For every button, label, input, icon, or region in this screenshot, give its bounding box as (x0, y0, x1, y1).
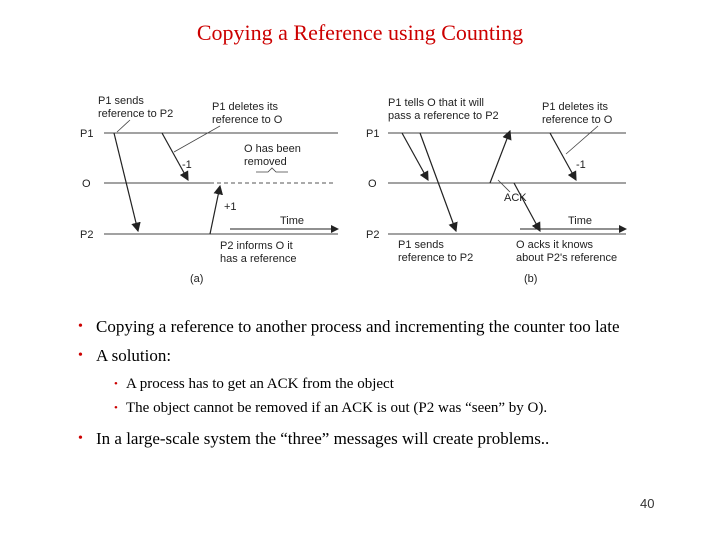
sub-bullet-dot-icon: • (114, 378, 118, 390)
bullet-item (78, 345, 678, 366)
panel-a-sends-label-line2: reference to P2 (98, 108, 174, 120)
panel-a-o-label: O (82, 178, 91, 190)
panel-b-p1-label: P1 (366, 128, 380, 140)
panel-a-informs-label-line2: has a reference (220, 253, 297, 265)
bullet-text: Copying a reference to another process and incrementing the counter too late (96, 317, 620, 336)
panel-a (80, 95, 338, 285)
panel-b-time-label: Time (568, 215, 593, 227)
sub-bullet-text: A process has to get an ACK from the object (126, 376, 394, 392)
panel-b-o-label: O (368, 178, 377, 190)
sub-bullet-text: The object cannot be removed if an ACK is out (P2 was “seen” by O). (126, 400, 548, 416)
panel-a-sends-label-line1: P1 sends (98, 95, 144, 107)
panel-b-deletes-pointer (566, 126, 598, 154)
bullet-list (78, 316, 678, 457)
panel-a-plus-one: +1 (224, 201, 237, 213)
sub-bullet-dot-icon: • (114, 402, 118, 414)
panel-b-sends-label-line2: reference to P2 (398, 252, 474, 264)
panel-b-ack-arrow (490, 131, 510, 183)
panel-b-deletes-label-line1: P1 deletes its (542, 101, 609, 113)
panel-b-delete-reference-arrow (550, 133, 576, 180)
panel-a-removed-brace (256, 168, 288, 172)
panel-b-sends-label-line1: P1 sends (398, 239, 444, 251)
panel-a-removed-label-line2: removed (244, 156, 287, 168)
panel-a-p1-label: P1 (80, 128, 94, 140)
panel-a-inform-arrow (210, 186, 220, 234)
panel-a-p2-label: P2 (80, 229, 94, 241)
panel-a-delete-reference-arrow (162, 133, 188, 180)
panel-b-tells-label-line1: P1 tells O that it will (388, 97, 484, 109)
page-number: 40 (640, 496, 655, 511)
bullet-text: In a large-scale system the “three” messages will create problems.. (96, 429, 550, 448)
reference-counting-diagram (70, 88, 660, 288)
panel-b-caption: (b) (524, 273, 538, 285)
panel-a-deletes-pointer (174, 126, 220, 152)
panel-a-caption: (a) (190, 273, 204, 285)
panel-a-deletes-label-line2: reference to O (212, 114, 283, 126)
panel-a-time-label: Time (280, 215, 305, 227)
panel-b-acks-label-line2: about P2's reference (516, 252, 618, 264)
panel-b-minus-one: -1 (576, 159, 586, 171)
sub-bullet-item (78, 398, 678, 418)
bullet-text: A solution: (96, 346, 172, 365)
slide-title: Copying a Reference using Counting (196, 20, 524, 45)
panel-b-ack-label: ACK (504, 192, 527, 204)
panel-a-send-reference-arrow (114, 133, 138, 231)
sub-bullet-item (78, 374, 678, 394)
panel-b-o-acks-arrow (514, 183, 540, 231)
bullet-dot-icon: • (78, 431, 83, 446)
panel-b-deletes-label-line2: reference to O (542, 114, 613, 126)
panel-b (366, 97, 626, 285)
panel-b-tell-arrow (402, 133, 428, 180)
panel-b-tells-label-line2: pass a reference to P2 (388, 110, 499, 122)
panel-b-ack-pointer (498, 180, 510, 192)
panel-a-minus-one: -1 (182, 159, 192, 171)
panel-b-p2-label: P2 (366, 229, 380, 241)
bullet-item (78, 428, 678, 449)
bullet-item (78, 316, 678, 337)
panel-a-sends-pointer (117, 120, 130, 132)
panel-a-removed-label-line1: O has been (244, 143, 301, 155)
panel-a-informs-label-line1: P2 informs O it (220, 240, 293, 252)
bullet-dot-icon: • (78, 319, 83, 334)
panel-b-acks-label-line1: O acks it knows (516, 239, 594, 251)
panel-a-deletes-label-line1: P1 deletes its (212, 101, 279, 113)
panel-b-send-reference-arrow (420, 133, 456, 231)
bullet-dot-icon: • (78, 348, 83, 363)
